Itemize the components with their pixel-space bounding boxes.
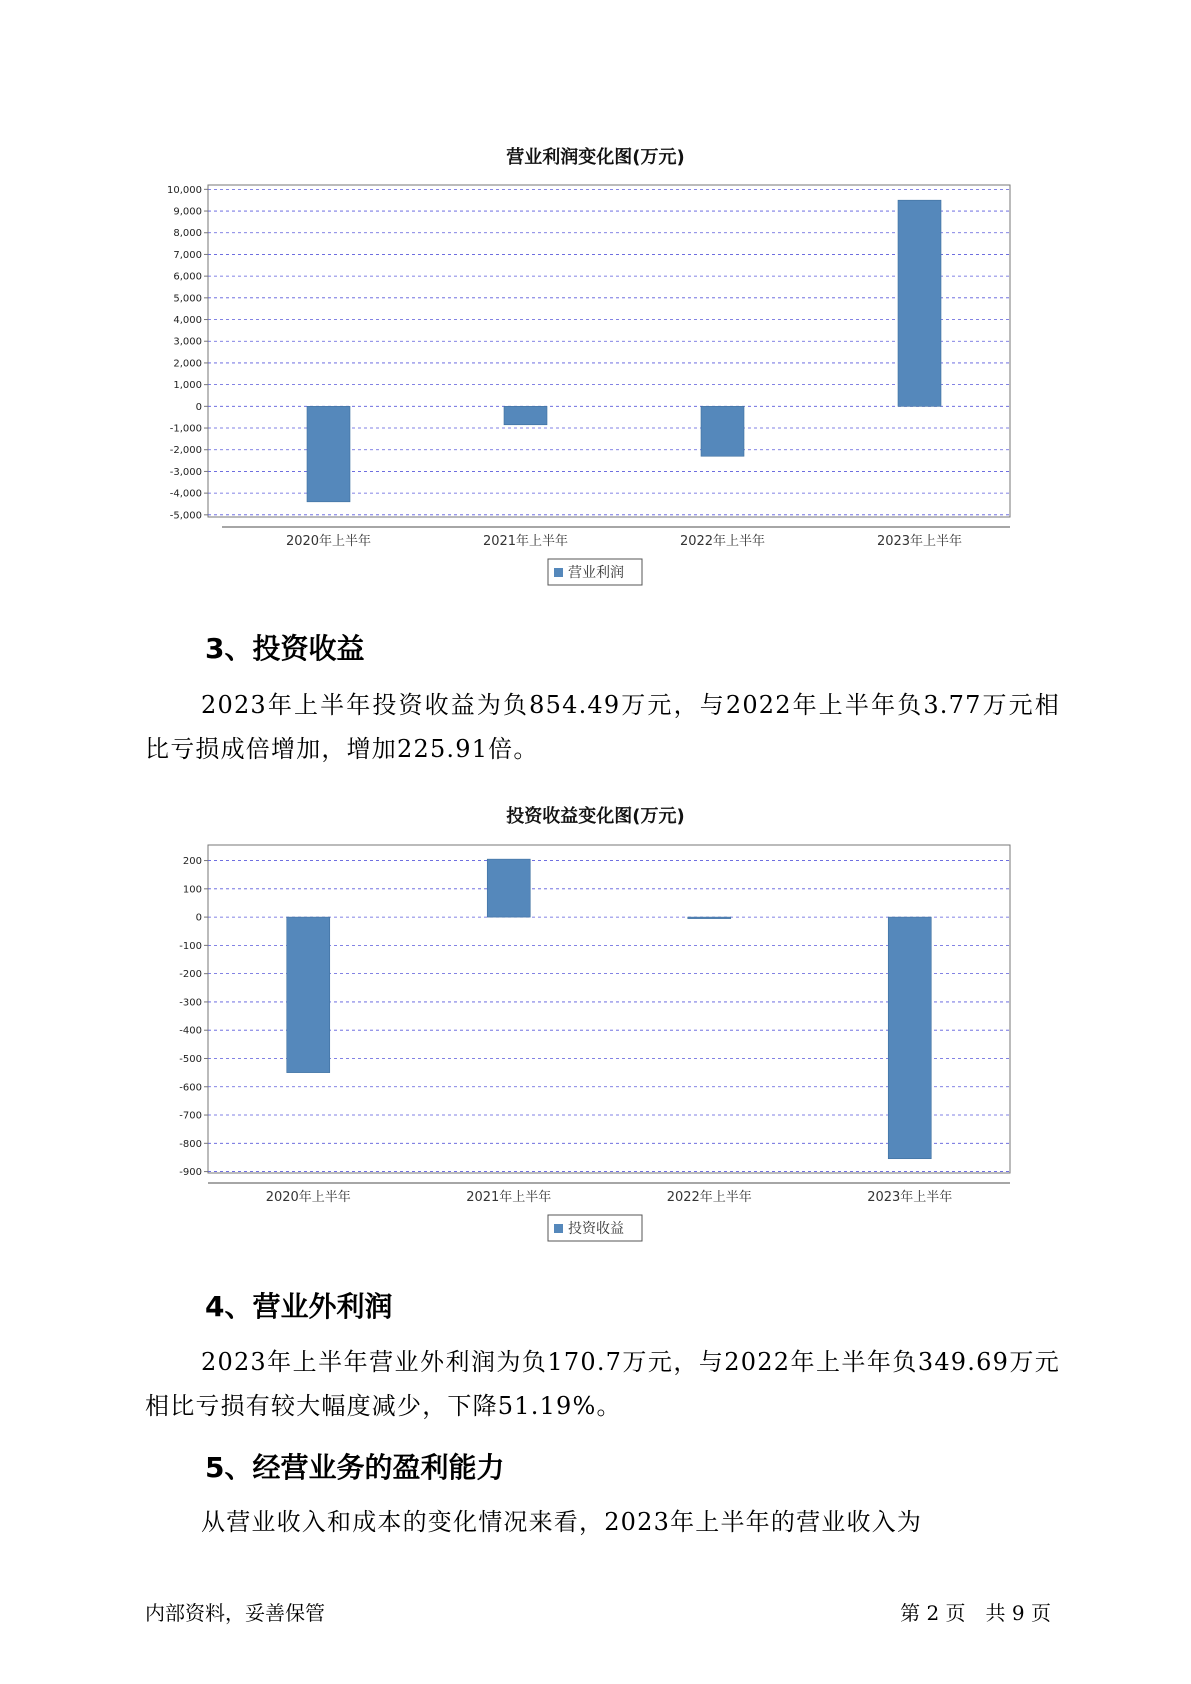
category-label: 2023年上半年 — [876, 534, 963, 549]
legend-swatch — [554, 568, 563, 577]
bar — [487, 859, 530, 917]
y-tick-label: -200 — [179, 969, 202, 981]
y-tick-label: -600 — [179, 1082, 202, 1094]
category-label: 2022年上半年 — [666, 1190, 752, 1205]
y-tick-label: 0 — [195, 912, 202, 924]
section5-paragraph: 从营业收入和成本的变化情况来看，2023年上半年的营业收入为 — [201, 1508, 923, 1536]
y-tick-label: -500 — [179, 1053, 202, 1065]
bar — [898, 200, 941, 406]
investment-income-chart — [0, 835, 1191, 1255]
chart1-title: 营业利润变化图(万元) — [506, 147, 685, 168]
bar — [287, 917, 330, 1073]
y-tick-label: 200 — [182, 856, 202, 868]
category-label: 2020年上半年 — [285, 534, 372, 549]
y-tick-label: -5,000 — [169, 510, 202, 522]
legend-label: 营业利润 — [568, 565, 624, 581]
footer-note: 内部资料，妥善保管 — [145, 1601, 325, 1625]
section4-heading: 4、营业外利润 — [205, 1290, 393, 1323]
bar — [504, 406, 547, 424]
y-tick-label: 10,000 — [167, 184, 202, 196]
chart2-title: 投资收益变化图(万元) — [506, 806, 685, 827]
operating-profit-chart — [0, 175, 1191, 595]
y-tick-label: -1,000 — [169, 423, 202, 435]
bar — [688, 917, 731, 919]
y-tick-label: -700 — [179, 1110, 202, 1122]
category-label: 2022年上半年 — [679, 534, 766, 549]
y-tick-label: -4,000 — [169, 488, 202, 500]
y-tick-label: 100 — [182, 884, 202, 896]
category-label: 2021年上半年 — [482, 534, 569, 549]
y-tick-label: 5,000 — [173, 293, 202, 305]
bar — [307, 406, 350, 501]
y-tick-label: 1,000 — [173, 380, 202, 392]
category-label: 2020年上半年 — [265, 1190, 351, 1205]
bar — [888, 917, 931, 1159]
legend-label: 投资收益 — [568, 1221, 624, 1237]
y-tick-label: -800 — [179, 1138, 202, 1150]
y-tick-label: -100 — [179, 940, 202, 952]
y-tick-label: -400 — [179, 1025, 202, 1037]
y-tick-label: -300 — [179, 997, 202, 1009]
category-label: 2023年上半年 — [867, 1190, 953, 1205]
section3-paragraph: 2023年上半年投资收益为负854.49万元，与2022年上半年负3.77万元相比亏损成倍增加，增加225.91倍。 — [145, 691, 1060, 763]
y-tick-label: 7,000 — [173, 249, 202, 261]
y-tick-label: 6,000 — [173, 271, 202, 283]
y-tick-label: 8,000 — [173, 228, 202, 240]
y-tick-label: -3,000 — [169, 466, 202, 478]
category-label: 2021年上半年 — [466, 1190, 552, 1205]
section4-paragraph: 2023年上半年营业外利润为负170.7万元，与2022年上半年负349.69万元相比亏损有较大幅度减少，下降51.19%。 — [145, 1348, 1060, 1420]
y-tick-label: -900 — [179, 1167, 202, 1179]
y-tick-label: 0 — [195, 401, 202, 413]
bar — [701, 406, 744, 456]
page-number: 第 2 页 共 9 页 — [900, 1601, 1051, 1625]
y-tick-label: 9,000 — [173, 206, 202, 218]
y-tick-label: 4,000 — [173, 315, 202, 327]
y-tick-label: 3,000 — [173, 336, 202, 348]
legend-swatch — [554, 1224, 563, 1233]
y-tick-label: 2,000 — [173, 358, 202, 370]
section3-heading: 3、投资收益 — [205, 632, 365, 665]
y-tick-label: -2,000 — [169, 445, 202, 457]
section5-heading: 5、经营业务的盈利能力 — [205, 1451, 505, 1484]
